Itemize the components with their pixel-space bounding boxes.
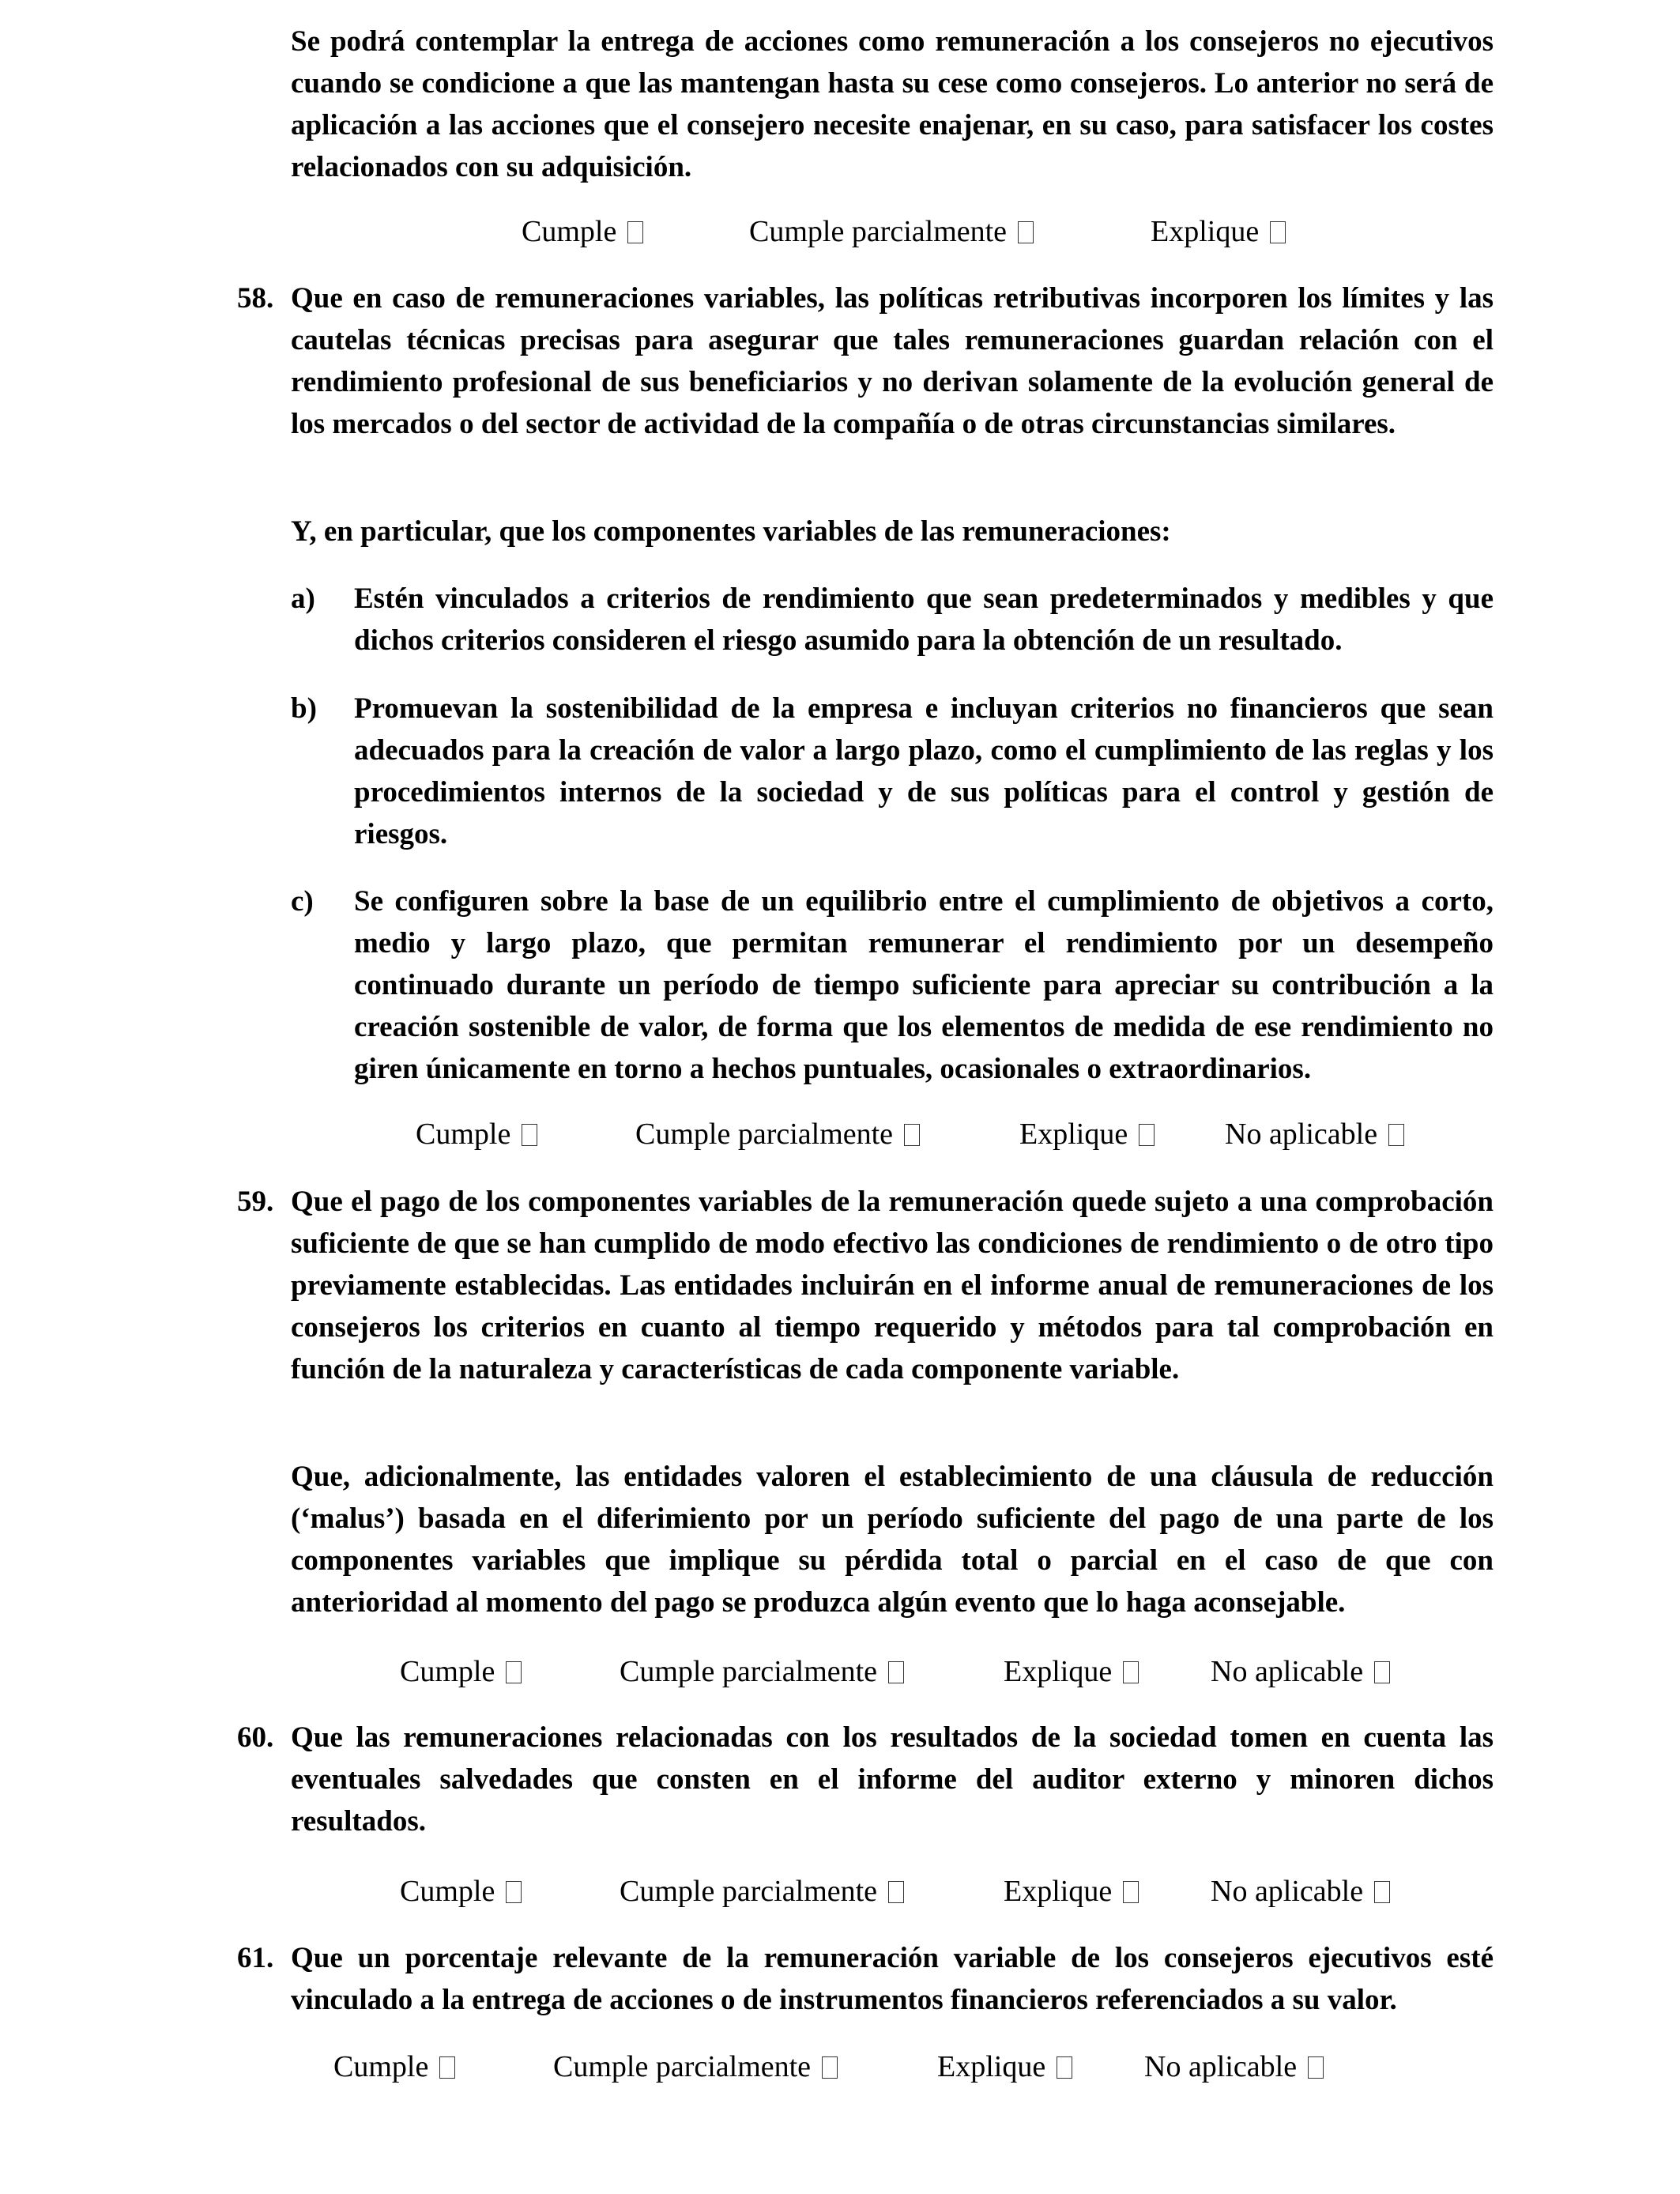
item-58-lead: Y, en particular, que los componentes variables de las remuneraciones: [291, 515, 1171, 548]
choice-no-aplicable[interactable]: No aplicable [1225, 1114, 1404, 1154]
checkbox[interactable] [1374, 1881, 1390, 1903]
item-text: Que el pago de los componentes variables de la remuneración quede sujeto a una comprobación suficiente de que se han cumplido de modo efectivo las condiciones de rendimiento o de otro tipo previamente establecidas. Las entidades incluirán en el informe anual de remuneraciones de los consejeros los criterios en cuanto al tiempo requerido y métodos para tal comprobación en función de la naturaleza y características de cada componente variable. [291, 1186, 1494, 1385]
choice-explique[interactable]: Explique [1019, 1114, 1155, 1154]
checkbox[interactable] [1388, 1124, 1404, 1146]
checkbox[interactable] [1270, 221, 1286, 243]
checkbox[interactable] [1308, 2056, 1324, 2079]
checkbox[interactable] [439, 2056, 455, 2079]
checkbox[interactable] [1057, 2056, 1072, 2079]
choice-cumple[interactable]: Cumple [400, 1652, 522, 1691]
intro-paragraph: Se podrá contemplar la entrega de acciones como remuneración a los consejeros no ejecutivos cuando se condicione a que las mantengan hasta su cese como consejeros. Lo anterior no será de aplicación a las acciones que el consejero necesite enajenar, en su caso, para satisfacer los costes relacionados con su adquisición. [291, 25, 1494, 183]
checkbox[interactable] [1123, 1881, 1139, 1903]
choices-row-57 [0, 212, 1680, 251]
choice-cumple-parcialmente[interactable]: Cumple parcialmente [635, 1114, 920, 1154]
checkbox[interactable] [888, 1661, 904, 1683]
checkbox[interactable] [1123, 1661, 1139, 1683]
choice-cumple-parcialmente[interactable]: Cumple parcialmente [553, 2047, 838, 2087]
recommendation-58 [237, 277, 1494, 445]
checkbox[interactable] [506, 1881, 522, 1903]
recommendation-59 [237, 1181, 1494, 1390]
choice-cumple-parcialmente[interactable]: Cumple parcialmente [620, 1652, 904, 1691]
subitem-c: c) Se configuren sobre la base de un equilibrio entre el cumplimiento de objetivos a corto, medio y largo plazo, que permitan remunerar el rendimiento por un desempeño continuado durante un período de tiempo suficiente para apreciar su contribución a la creación sostenible de valor, de forma que los elementos de medida de ese rendimiento no giren únicamente en torno a hechos puntuales, ocasionales o extraordinarios. [291, 885, 1494, 1085]
checkbox[interactable] [627, 221, 643, 243]
item-text: Que en caso de remuneraciones variables, las políticas retributivas incorporen los límites y las cautelas técnicas precisas para asegurar que tales remuneraciones guardan relación con el rendimiento profesional de sus beneficiarios y no derivan solamente de la evolución general de los mercados o del sector de actividad de la compañía o de otras circunstancias similares. [291, 282, 1494, 440]
choice-explique[interactable]: Explique [1004, 1872, 1139, 1911]
item-number: 58. [237, 282, 274, 315]
checkbox[interactable] [506, 1661, 522, 1683]
choice-cumple-parcialmente[interactable]: Cumple parcialmente [749, 212, 1034, 251]
choice-no-aplicable[interactable]: No aplicable [1211, 1652, 1390, 1691]
checkbox[interactable] [888, 1881, 904, 1903]
choice-no-aplicable[interactable]: No aplicable [1211, 1872, 1390, 1911]
choices-row-58 [0, 1114, 1680, 1154]
choice-cumple[interactable]: Cumple [333, 2047, 455, 2087]
choice-explique[interactable]: Explique [937, 2047, 1072, 2087]
choices-row-61 [0, 2047, 1680, 2087]
choice-cumple[interactable]: Cumple [400, 1872, 522, 1911]
choice-cumple-parcialmente[interactable]: Cumple parcialmente [620, 1872, 904, 1911]
subitem-b: b) Promuevan la sostenibilidad de la empresa e incluyan criterios no financieros que sean adecuados para la creación de valor a largo plazo, como el cumplimiento de las reglas y los procedimientos internos de la sociedad y de sus políticas para el control y gestión de riesgos. [291, 692, 1494, 850]
choices-row-59 [0, 1652, 1680, 1691]
item-number: 60. [237, 1721, 274, 1754]
choice-no-aplicable[interactable]: No aplicable [1144, 2047, 1324, 2087]
item-59-extra: Que, adicionalmente, las entidades valoren el establecimiento de una cláusula de reducción (‘malus’) basada en el diferimiento por un período suficiente del pago de una parte de los componentes variables que implique su pérdida total o parcial en el caso de que con anterioridad al momento del pago se produzca algún evento que lo haga aconsejable. [291, 1461, 1494, 1619]
choice-cumple[interactable]: Cumple [522, 212, 643, 251]
checkbox[interactable] [904, 1124, 920, 1146]
checkbox[interactable] [1018, 221, 1034, 243]
choice-explique[interactable]: Explique [1004, 1652, 1139, 1691]
choices-row-60 [0, 1872, 1680, 1911]
checkbox[interactable] [522, 1124, 537, 1146]
recommendation-61 [237, 1937, 1494, 2021]
checkbox[interactable] [1374, 1661, 1390, 1683]
checkbox[interactable] [1139, 1124, 1155, 1146]
choice-cumple[interactable]: Cumple [416, 1114, 537, 1154]
checkbox[interactable] [822, 2056, 838, 2079]
item-text: Que las remuneraciones relacionadas con los resultados de la sociedad tomen en cuenta las eventuales salvedades que consten en el informe del auditor externo y minoren dichos resultados. [291, 1721, 1494, 1838]
choice-explique[interactable]: Explique [1151, 212, 1286, 251]
item-number: 61. [237, 1942, 274, 1974]
item-number: 59. [237, 1186, 274, 1218]
subitem-a: a) Estén vinculados a criterios de rendimiento que sean predeterminados y medibles y que dichos criterios consideren el riesgo asumido para la obtención de un resultado. [291, 582, 1494, 657]
item-text: Que un porcentaje relevante de la remuneración variable de los consejeros ejecutivos esté vinculado a la entrega de acciones o de instrumentos financieros referenciados a su valor. [291, 1942, 1494, 2016]
recommendation-60 [237, 1717, 1494, 1842]
